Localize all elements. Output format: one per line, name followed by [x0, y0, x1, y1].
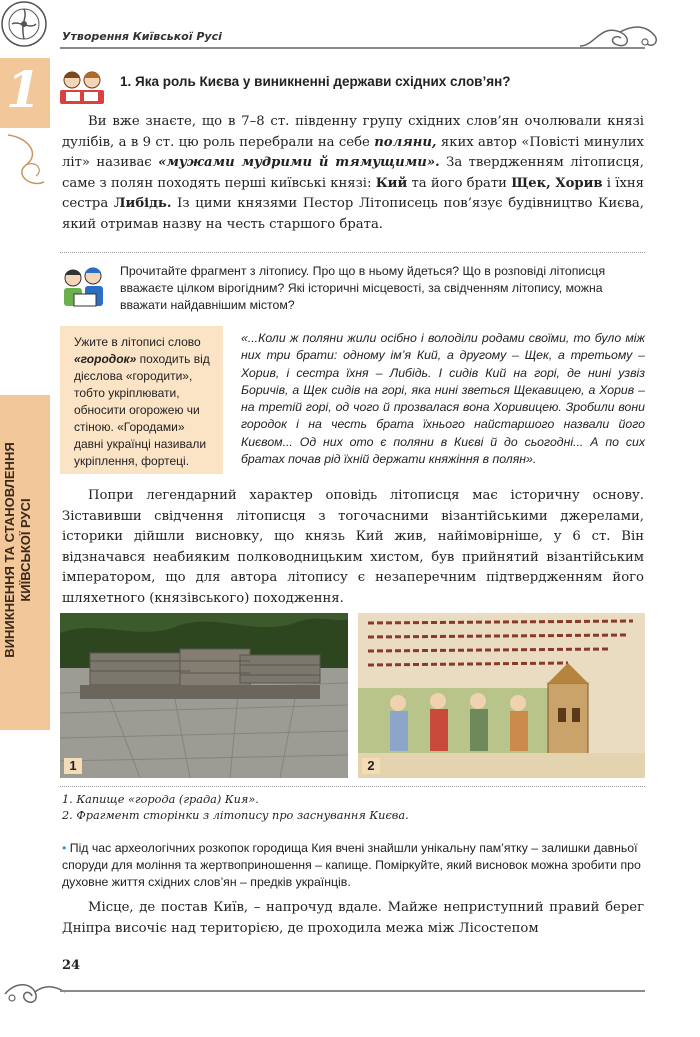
footer-rule	[60, 990, 645, 992]
chronicle-page-fragment	[358, 613, 645, 778]
bullet-icon: •	[62, 841, 67, 855]
page-number: 24	[62, 958, 81, 973]
term-polyany: поляни,	[374, 134, 437, 150]
image-captions	[62, 792, 409, 824]
paragraph-historical-basis: Попри легендарний характер оповідь літописця має історичну основу. Зіставивши свідчення літописця з тогочасними візантійськими джерелами, історики дійшли висновку, що князь Кий жив, найімовірніше, у 6 ст. Він відзначався неабияким полководницьким хистом, був прийнятий візантійським імператором, що для автора літопису є незаперечним підтвердженням його шляхетного (князівського) походження.	[62, 488, 644, 606]
image-badge-1: 1	[64, 758, 82, 774]
image-badge-2: 2	[362, 758, 380, 774]
side-note	[60, 326, 223, 474]
paragraph-kyiv-location: Місце, де постав Київ, – напрочуд вдале. Майже неприступний правий берег Дніпра височіє над територією, де проходила межа між Лісостепом	[62, 900, 644, 936]
caption-divider	[60, 786, 645, 787]
footer-ornament-icon	[0, 972, 70, 1012]
chapter-ornament-icon	[0, 130, 52, 200]
photo-kyi-shrine	[60, 613, 348, 778]
name-lybid: Либідь.	[113, 196, 172, 212]
side-band-line1: ВИНИКНЕННЯ ТА СТАНОВЛЕННЯ	[2, 442, 17, 658]
paragraph-intro-text: і їхня сестра	[62, 175, 644, 212]
divider	[60, 252, 645, 253]
name-shchek-khoryv: Щек, Хорив	[511, 175, 603, 191]
chronicle-quote: «...Коли ж поляни жили осібно і володіли родами своїми, то було між них три брати: одному ім’я Кий, а другому – Щек, а третьому – Хорив, і сестра їхня – Либідь. І сидів Кий на горі, де нині узвіз Боричів, а Щек сидів на горі, яка нині зветься Щекавицею, а Хорив – на третій горі, од чого й прозвалася вона Хоривицею. Зробили вони городок і на честь брата їхнього найстаршого назвали його Києвом... Од них ото є поляни в Києві й до сьогодні... А по сих братах почав рід їхній держати княжіння в полян».	[241, 331, 645, 467]
quote-wise-men: «мужами мудрими й тямущими».	[158, 155, 440, 171]
paragraph-intro-text: За твердженням літописця, саме з полян походять перші київські князі:	[62, 155, 645, 191]
chapter-number: 1	[6, 60, 41, 119]
section-heading: 1. Яка роль Києва у виникненні держави східних слов’ян?	[120, 74, 511, 89]
task-read-fragment: Прочитайте фрагмент з літопису. Про що в ньому йдеться? Що в розповіді літописця вважаєте цілком вірогідним? Які історичні місцевості, за свідченням літопису, можна вважати найдавнішим містом?	[120, 264, 606, 312]
side-band-title	[2, 385, 34, 715]
paragraph-intro-text: Ви вже знаєте, що в 7–8 ст. південну групу східних слов’ян очолювали князі дулібів, а в 9 ст. цю роль перебрали на себе	[62, 114, 644, 150]
task-archaeology-text: Під час археологічних розкопок городища Кия вчені знайшли унікальну пам’ятку – залишки давньої споруди для моління та жертвоприношення – капище. Поміркуйте, який висновок можна зробити про духовне життя східних слов’ян – предків українців.	[62, 841, 641, 889]
caption-1: 1. Капище «города (града) Кия».	[62, 793, 259, 806]
header-ornament-icon	[575, 14, 665, 54]
side-band-line2: КИЇВСЬКОЇ РУСІ	[18, 498, 33, 602]
caption-2: 2. Фрагмент сторінки з літопису про заснування Києва.	[62, 809, 409, 822]
task-archaeology	[62, 840, 644, 891]
students-task-icon	[60, 266, 110, 311]
paragraph-intro-text: та його брати	[407, 175, 512, 191]
header-rule	[60, 47, 645, 49]
paragraph-intro-text: Із цими князями Пестор Літописець пов’язує будівництво Києва, який отримав назву на честь старшого брата.	[62, 196, 644, 232]
header-title: Утворення Київської Русі	[62, 30, 222, 43]
logo-emblem-icon	[0, 0, 52, 52]
side-note-text: походить від дієслова «городити», тобто укріплювати, обносити огорожею чи стіною. «Городами» давні українці називали укріплення, фортеці.	[74, 352, 210, 468]
term-gorodok: «городок»	[74, 352, 137, 366]
side-note-text: Ужите в літописі слово	[74, 335, 201, 349]
students-reading-icon	[58, 68, 106, 108]
paragraph-intro	[62, 112, 644, 236]
name-kyi: Кий	[375, 175, 408, 191]
paragraph-intro-text: яких автор «Повісті минулих літ» називає	[62, 134, 644, 171]
